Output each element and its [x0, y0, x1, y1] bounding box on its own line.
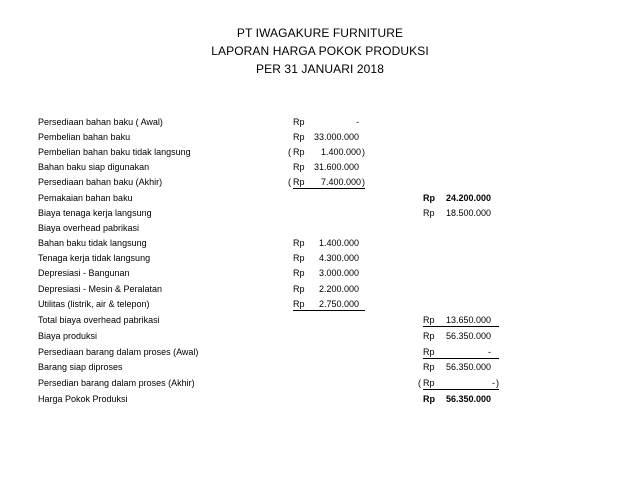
currency-symbol: Rp [423, 394, 435, 404]
amount: 1.400.000 [318, 238, 359, 248]
col1-value [288, 175, 365, 189]
row-label: Biaya tenaga kerja langsung [38, 208, 152, 218]
col2-value [423, 191, 499, 206]
amount: - [492, 378, 495, 388]
table-row [0, 266, 640, 281]
table-row [0, 191, 640, 206]
col2-value [423, 329, 499, 344]
col1-value [288, 145, 365, 160]
row-label: Utilitas (listrik, air & telepon) [38, 299, 150, 309]
col2-value [423, 206, 499, 221]
row-label: Tenaga kerja tidak langsung [38, 253, 151, 263]
col1-value [293, 115, 365, 130]
amount: 2.750.000 [318, 299, 359, 309]
amount: 56.350.000 [445, 362, 491, 372]
table-row [0, 329, 640, 344]
currency-symbol: Rp [293, 132, 305, 142]
amount: 13.650.000 [445, 315, 491, 325]
table-row [0, 345, 640, 360]
col1-value [293, 251, 365, 266]
currency-symbol: Rp [293, 177, 305, 187]
row-label: Pembelian bahan baku [38, 132, 131, 142]
row-label: Pemakaian bahan baku [38, 193, 133, 203]
col2-value [423, 345, 499, 359]
amount: 4.300.000 [318, 253, 359, 263]
table-row [0, 313, 640, 328]
table-row [0, 251, 640, 266]
table-row [0, 297, 640, 312]
amount: 1.400.000 [320, 147, 361, 157]
currency-symbol: Rp [293, 162, 305, 172]
row-label: Depresiasi - Mesin & Peralatan [38, 284, 163, 294]
currency-symbol: Rp [423, 315, 435, 325]
close-paren: ) [362, 177, 365, 187]
row-label: Biaya produksi [38, 331, 98, 341]
report-date: PER 31 JANUARI 2018 [256, 62, 384, 76]
row-label: Persediaan bahan baku ( Awal) [38, 117, 163, 127]
table-row [0, 175, 640, 190]
currency-symbol: Rp [423, 193, 435, 203]
col2-value [423, 313, 499, 327]
col2-value [423, 392, 499, 407]
currency-symbol: Rp [293, 299, 305, 309]
col2-value [423, 360, 499, 375]
row-label: Pembelian bahan baku tidak langsung [38, 147, 191, 157]
table-row [0, 392, 640, 407]
row-label: Persediaan bahan baku (Akhir) [38, 177, 163, 187]
amount: 7.400.000 [320, 177, 361, 187]
table-row [0, 115, 640, 130]
row-label: Persediaan barang dalam proses (Awal) [38, 347, 199, 357]
amount: 24.200.000 [445, 193, 491, 203]
row-label: Bahan baku siap digunakan [38, 162, 150, 172]
col2-value [418, 376, 499, 390]
amount: 3.000.000 [318, 268, 359, 278]
row-label: Harga Pokok Produksi [38, 394, 128, 404]
row-label: Bahan baku tidak langsung [38, 238, 147, 248]
row-label: Barang siap diproses [38, 362, 123, 372]
table-row [0, 282, 640, 297]
amount: 31.600.000 [313, 162, 359, 172]
currency-symbol: Rp [423, 362, 435, 372]
col1-value [293, 282, 365, 297]
currency-symbol: Rp [293, 238, 305, 248]
amount: 2.200.000 [318, 284, 359, 294]
currency-symbol: Rp [423, 208, 435, 218]
table-row [0, 236, 640, 251]
table-row [0, 145, 640, 160]
col1-value [293, 297, 365, 311]
company-name: PT IWAGAKURE FURNITURE [236, 26, 404, 40]
currency-symbol: Rp [293, 147, 305, 157]
close-paren: ) [362, 147, 365, 157]
currency-symbol: Rp [293, 268, 305, 278]
table-row [0, 160, 640, 175]
table-row [0, 221, 640, 236]
row-label: Total biaya overhead pabrikasi [38, 315, 160, 325]
table-row [0, 206, 640, 221]
col1-value [293, 266, 365, 281]
table-row [0, 130, 640, 145]
currency-symbol: Rp [293, 253, 305, 263]
open-paren: ( [288, 177, 291, 187]
open-paren: ( [288, 147, 291, 157]
amount: 33.000.000 [313, 132, 359, 142]
row-label: Depresiasi - Bangunan [38, 268, 130, 278]
close-paren: ) [496, 378, 499, 388]
amount: - [356, 117, 359, 127]
currency-symbol: Rp [423, 378, 435, 388]
amount: - [488, 347, 491, 357]
table-row [0, 360, 640, 375]
currency-symbol: Rp [423, 331, 435, 341]
col1-value [293, 236, 365, 251]
currency-symbol: Rp [293, 284, 305, 294]
currency-symbol: Rp [293, 117, 305, 127]
amount: 56.350.000 [445, 394, 491, 404]
col1-value [293, 160, 365, 175]
report-title: LAPORAN HARGA POKOK PRODUKSI [211, 44, 429, 58]
open-paren: ( [418, 378, 421, 388]
amount: 18.500.000 [445, 208, 491, 218]
table-row [0, 376, 640, 391]
amount: 56.350.000 [445, 331, 491, 341]
currency-symbol: Rp [423, 347, 435, 357]
row-label: Persedian barang dalam proses (Akhir) [38, 378, 195, 388]
section-label: Biaya overhead pabrikasi [38, 223, 140, 233]
col1-value [293, 130, 365, 145]
